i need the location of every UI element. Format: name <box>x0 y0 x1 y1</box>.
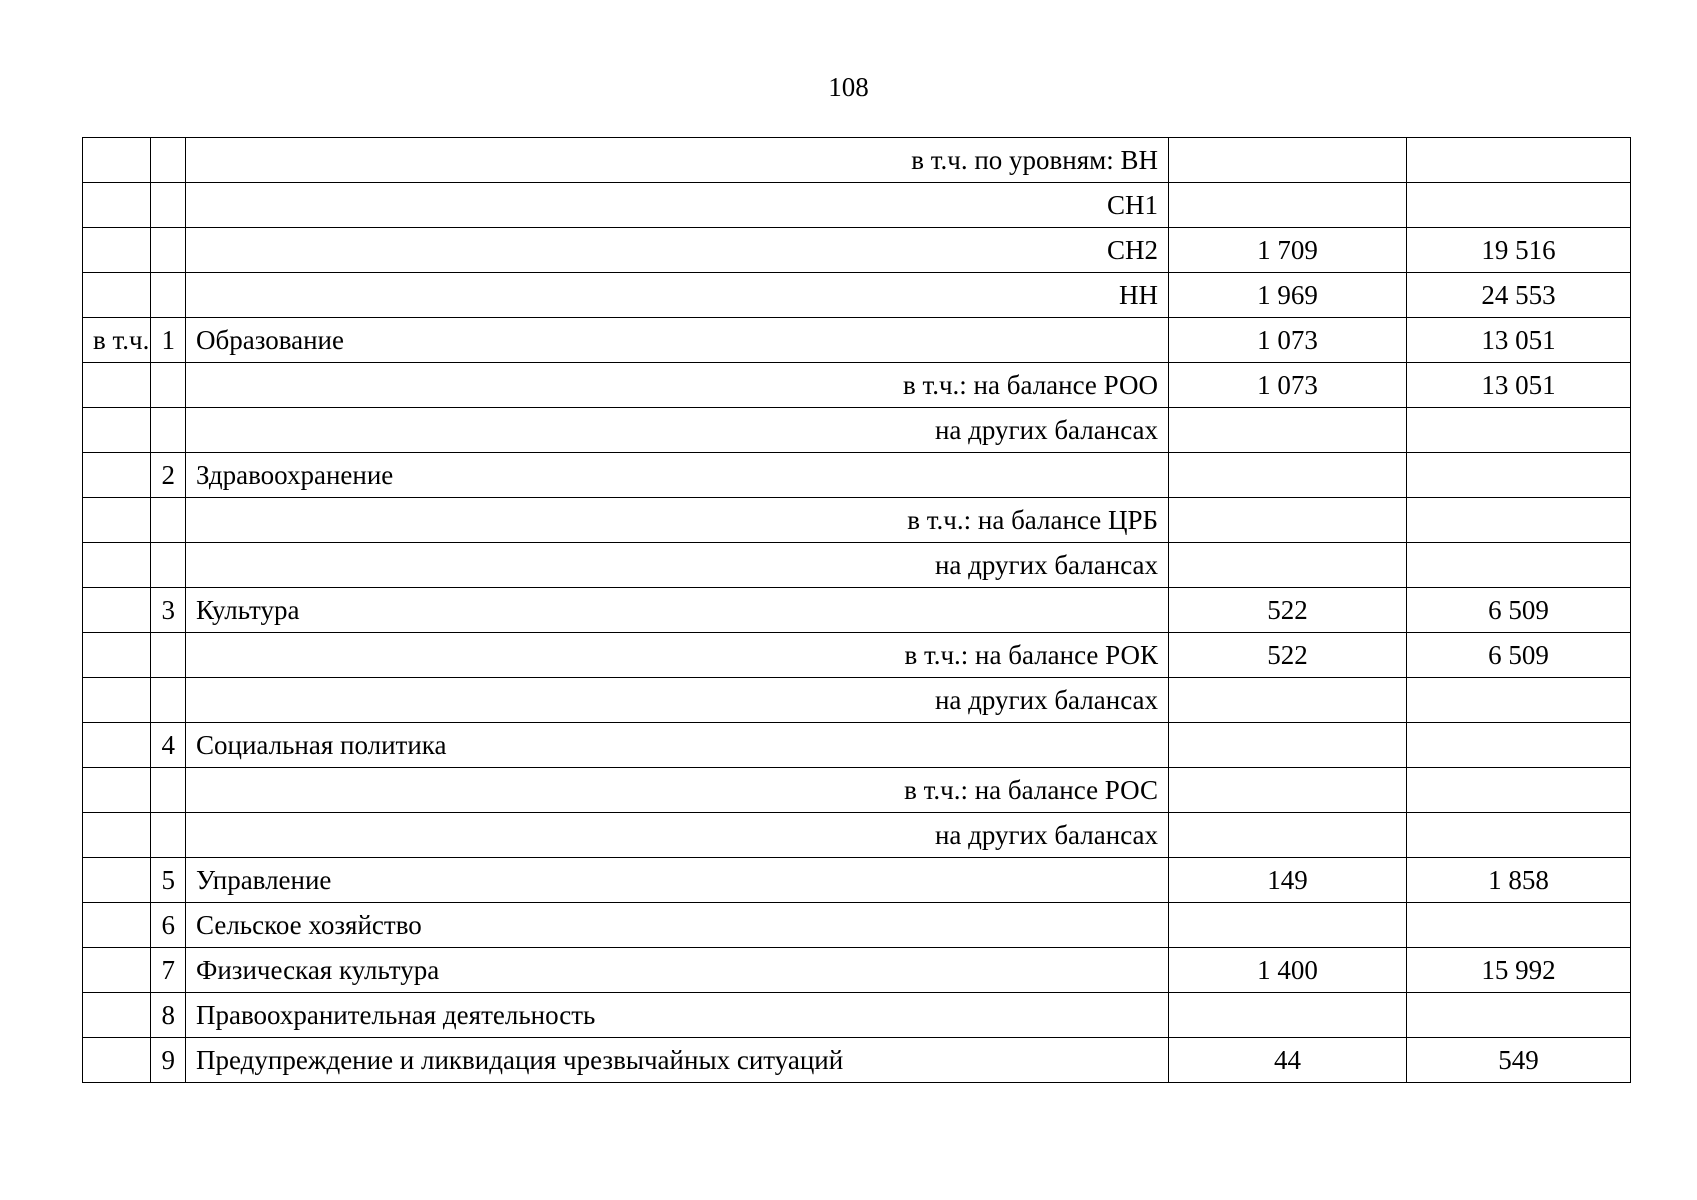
value-1-cell: 1 073 <box>1169 363 1407 408</box>
row-number-cell: 3 <box>151 588 186 633</box>
item-name-cell: на других балансах <box>186 813 1169 858</box>
row-number-cell: 8 <box>151 993 186 1038</box>
value-2-cell <box>1407 498 1631 543</box>
value-2-cell: 6 509 <box>1407 588 1631 633</box>
value-1-cell: 149 <box>1169 858 1407 903</box>
table-row <box>83 363 1631 408</box>
group-cell <box>83 543 151 588</box>
table-row <box>83 228 1631 273</box>
table-row <box>83 813 1631 858</box>
table-row <box>83 138 1631 183</box>
value-2-cell <box>1407 993 1631 1038</box>
table-row <box>83 1038 1631 1083</box>
group-cell <box>83 588 151 633</box>
group-cell <box>83 498 151 543</box>
table-row <box>83 948 1631 993</box>
value-2-cell <box>1407 723 1631 768</box>
value-1-cell: 1 969 <box>1169 273 1407 318</box>
table-row <box>83 723 1631 768</box>
row-number-cell <box>151 813 186 858</box>
table-row <box>83 318 1631 363</box>
value-1-cell <box>1169 453 1407 498</box>
row-number-cell: 2 <box>151 453 186 498</box>
row-number-cell <box>151 228 186 273</box>
item-name-cell: на других балансах <box>186 678 1169 723</box>
value-2-cell <box>1407 138 1631 183</box>
value-2-cell <box>1407 768 1631 813</box>
value-1-cell <box>1169 813 1407 858</box>
item-name-cell: в т.ч. по уровням: ВН <box>186 138 1169 183</box>
group-cell <box>83 993 151 1038</box>
table-row <box>83 858 1631 903</box>
row-number-cell: 5 <box>151 858 186 903</box>
value-2-cell: 549 <box>1407 1038 1631 1083</box>
item-name-cell: НН <box>186 273 1169 318</box>
value-1-cell: 522 <box>1169 588 1407 633</box>
page-number: 108 <box>828 72 869 102</box>
group-cell <box>83 768 151 813</box>
group-cell <box>83 948 151 993</box>
row-number-cell <box>151 273 186 318</box>
table-row <box>83 678 1631 723</box>
item-name-cell: в т.ч.: на балансе ЦРБ <box>186 498 1169 543</box>
item-name-cell: Физическая культура <box>186 948 1169 993</box>
value-1-cell <box>1169 138 1407 183</box>
value-2-cell: 15 992 <box>1407 948 1631 993</box>
group-cell <box>83 273 151 318</box>
group-cell <box>83 678 151 723</box>
value-2-cell <box>1407 543 1631 588</box>
group-cell <box>83 408 151 453</box>
value-2-cell: 24 553 <box>1407 273 1631 318</box>
group-cell <box>83 183 151 228</box>
item-name-cell: Предупреждение и ликвидация чрезвычайных ситуаций <box>186 1038 1169 1083</box>
data-table <box>82 137 1631 1083</box>
value-1-cell <box>1169 903 1407 948</box>
value-1-cell: 1 400 <box>1169 948 1407 993</box>
row-number-cell <box>151 678 186 723</box>
row-number-cell: 6 <box>151 903 186 948</box>
value-2-cell <box>1407 678 1631 723</box>
value-1-cell <box>1169 498 1407 543</box>
value-1-cell <box>1169 408 1407 453</box>
value-2-cell: 6 509 <box>1407 633 1631 678</box>
table-row <box>83 498 1631 543</box>
table-row <box>83 993 1631 1038</box>
item-name-cell: Сельское хозяйство <box>186 903 1169 948</box>
item-name-cell: в т.ч.: на балансе РОО <box>186 363 1169 408</box>
item-name-cell: Социальная политика <box>186 723 1169 768</box>
item-name-cell: в т.ч.: на балансе РОК <box>186 633 1169 678</box>
table-row <box>83 633 1631 678</box>
value-2-cell <box>1407 903 1631 948</box>
group-cell <box>83 903 151 948</box>
group-cell <box>83 138 151 183</box>
row-number-cell <box>151 408 186 453</box>
table-row <box>83 453 1631 498</box>
value-1-cell: 522 <box>1169 633 1407 678</box>
row-number-cell: 9 <box>151 1038 186 1083</box>
value-1-cell: 1 709 <box>1169 228 1407 273</box>
value-1-cell <box>1169 543 1407 588</box>
group-cell <box>83 453 151 498</box>
row-number-cell <box>151 543 186 588</box>
item-name-cell: в т.ч.: на балансе РОС <box>186 768 1169 813</box>
row-number-cell: 4 <box>151 723 186 768</box>
row-number-cell <box>151 363 186 408</box>
row-number-cell <box>151 183 186 228</box>
value-2-cell: 1 858 <box>1407 858 1631 903</box>
group-cell <box>83 813 151 858</box>
item-name-cell: СН1 <box>186 183 1169 228</box>
value-1-cell <box>1169 723 1407 768</box>
group-cell <box>83 363 151 408</box>
item-name-cell: на других балансах <box>186 543 1169 588</box>
value-1-cell <box>1169 183 1407 228</box>
group-cell: в т.ч. <box>83 318 151 363</box>
row-number-cell <box>151 138 186 183</box>
item-name-cell: СН2 <box>186 228 1169 273</box>
value-2-cell: 13 051 <box>1407 363 1631 408</box>
group-cell <box>83 723 151 768</box>
value-2-cell <box>1407 453 1631 498</box>
group-cell <box>83 858 151 903</box>
item-name-cell: Культура <box>186 588 1169 633</box>
table-row <box>83 408 1631 453</box>
row-number-cell <box>151 633 186 678</box>
group-cell <box>83 228 151 273</box>
row-number-cell: 7 <box>151 948 186 993</box>
item-name-cell: Управление <box>186 858 1169 903</box>
value-2-cell: 13 051 <box>1407 318 1631 363</box>
value-1-cell <box>1169 678 1407 723</box>
row-number-cell <box>151 498 186 543</box>
table-row <box>83 543 1631 588</box>
group-cell <box>83 1038 151 1083</box>
value-1-cell: 1 073 <box>1169 318 1407 363</box>
item-name-cell: Здравоохранение <box>186 453 1169 498</box>
table-row <box>83 183 1631 228</box>
row-number-cell: 1 <box>151 318 186 363</box>
table-row <box>83 273 1631 318</box>
table-row <box>83 768 1631 813</box>
value-1-cell: 44 <box>1169 1038 1407 1083</box>
value-1-cell <box>1169 768 1407 813</box>
value-2-cell <box>1407 408 1631 453</box>
value-2-cell <box>1407 813 1631 858</box>
item-name-cell: Образование <box>186 318 1169 363</box>
row-number-cell <box>151 768 186 813</box>
value-2-cell: 19 516 <box>1407 228 1631 273</box>
value-1-cell <box>1169 993 1407 1038</box>
value-2-cell <box>1407 183 1631 228</box>
item-name-cell: на других балансах <box>186 408 1169 453</box>
table-row <box>83 588 1631 633</box>
item-name-cell: Правоохранительная деятельность <box>186 993 1169 1038</box>
group-cell <box>83 633 151 678</box>
table-row <box>83 903 1631 948</box>
